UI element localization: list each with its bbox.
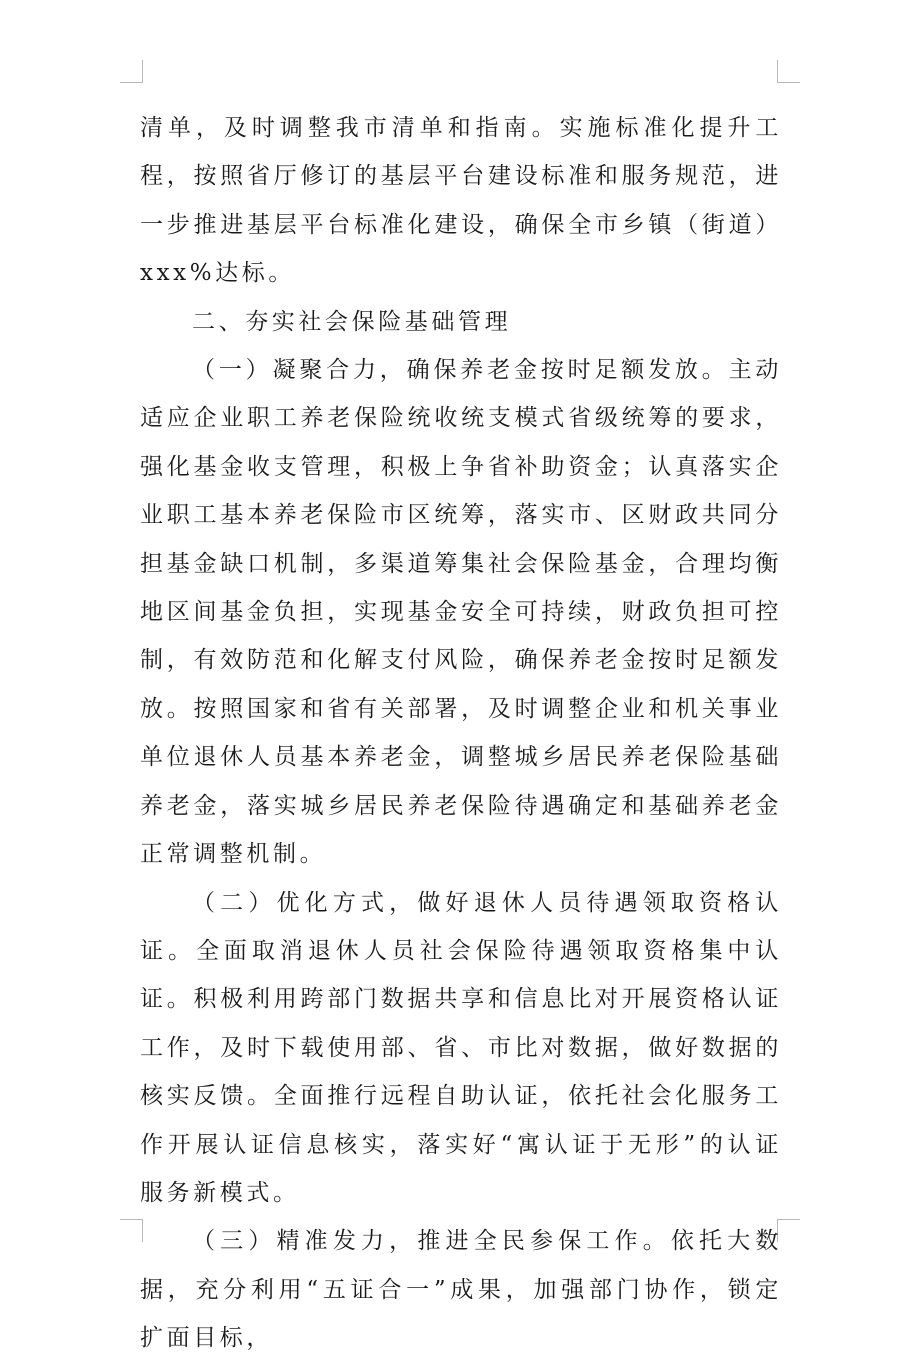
section-heading: 二、夯实社会保险基础管理 bbox=[192, 308, 512, 335]
paragraph-continuation: 清单，及时调整我市清单和指南。实施标准化提升工程，按照省厅修订的基层平台建设标准和服务规范，进一步推进基层平台标准化建设，确保全市乡镇（街道）xxx%达标。 bbox=[140, 115, 782, 287]
paragraph: （一）凝聚合力，确保养老金按时足额发放。主动适应企业职工养老保险统收统支模式省级统筹的要求，强化基金收支管理，积极上争省补助资金；认真落实企业职工基本养老保险市区统筹，落实市、区财政共同分担基金缺口机制，多渠道筹集社会保险基金，合理均衡地区间基金负担，实现基金安全可持续，财政负担可控制，有效防范和化解支付风险，确保养老金按时足额发放。按照国家和省有关部署，及时调整企业和机关事业单位退休人员基本养老金，调整城乡居民养老保险基础养老金，落实城乡居民养老保险待遇确定和基础养老金正常调整机制。 bbox=[140, 357, 782, 868]
document-body bbox=[140, 104, 782, 1363]
paragraph: （三）精准发力，推进全民参保工作。依托大数据，充分利用“五证合一”成果，加强部门协作，锁定扩面目标， bbox=[140, 1228, 782, 1352]
paragraph: （二）优化方式，做好退休人员待遇领取资格认证。全面取消退休人员社会保险待遇领取资格集中认证。积极利用跨部门数据共享和信息比对开展资格认证工作，及时下载使用部、省、市比对数据，做好数据的核实反馈。全面推行远程自助认证，依托社会化服务工作开展认证信息核实，落实好“寓认证于无形”的认证服务新模式。 bbox=[140, 889, 782, 1206]
crop-mark-top-right bbox=[777, 60, 800, 83]
crop-mark-top-left bbox=[120, 60, 143, 83]
